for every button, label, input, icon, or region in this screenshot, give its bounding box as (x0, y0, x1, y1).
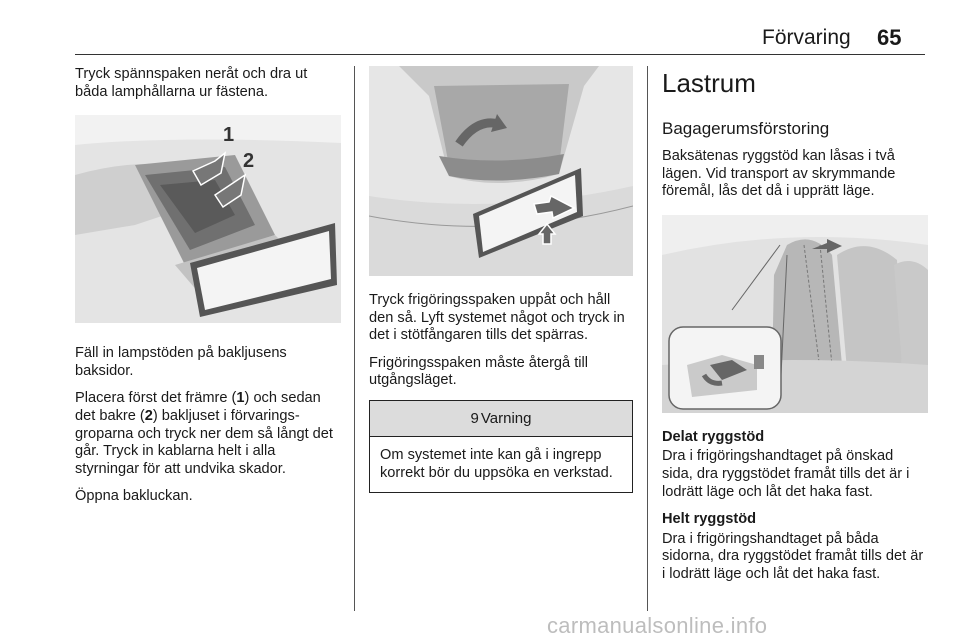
column-divider-1 (354, 66, 355, 611)
header-rule (75, 54, 925, 55)
paragraph-1: Fäll in lampstöden på bakljusens baksidor. (75, 345, 287, 379)
rear-seat-illustration (662, 215, 928, 413)
lamp-holder-illustration (75, 115, 341, 323)
watermark: carmanualsonline.info (547, 613, 768, 638)
release-lever-illustration (369, 66, 633, 276)
callout-label-1: 1 (223, 124, 235, 147)
paragraph-3: Öppna bakluckan. (75, 488, 193, 505)
callout-label-2: 2 (243, 150, 255, 173)
split-backrest-text: Dra i frigöringshandtaget på önskad sida, dra ryggstödet framåt tills det är i lodrätt läge och låt det haka fast. (662, 448, 910, 500)
paragraph-1: Tryck frigöringsspaken uppåt och håll den så. Lyft systemet något och tryck in det i stötfångaren tills det spärras. (369, 292, 625, 344)
full-backrest-text: Dra i frigöringshandtaget på båda sidorna, dra ryggstödet framåt tills det är i lodrätt läge och låt det haka fast. (662, 530, 924, 582)
column-1 (75, 66, 341, 516)
para2-post: ) bakljuset i förvaringsgroparna och tryck ner dem så långt det går. Tryck in kablarna helt i alla styrningar för att undvika skador. (75, 407, 333, 477)
section-title: Förvaring (762, 26, 851, 49)
intro-text: Baksätenas ryggstöd kan låsas i två lägen. Vid transport av skrymmande föremål, lås det då i upprätt läge. (662, 148, 896, 200)
warning-box (369, 400, 633, 493)
page-header (0, 14, 960, 54)
para2-mid: ) och sedan det bakre ( (75, 390, 321, 424)
subsection-heading: Bagagerumsförstoring (662, 119, 830, 138)
warning-icon: 9 (470, 409, 479, 427)
page-number: 65 (877, 25, 902, 50)
column-2 (369, 66, 633, 493)
full-backrest-title: Helt ryggstöd (662, 511, 757, 528)
section-heading: Lastrum (662, 68, 756, 98)
warning-title: Varning (480, 409, 532, 427)
column-divider-2 (647, 66, 648, 611)
para2-bold-1: 1 (236, 390, 245, 407)
para2-bold-2: 2 (144, 407, 153, 424)
warning-body: Om systemet inte kan gå i ingrepp korrekt bör du uppsöka en verkstad. (380, 446, 613, 481)
warning-header (370, 401, 632, 437)
figure-lamp-holders (75, 115, 341, 323)
figure-release-lever (369, 66, 633, 276)
split-backrest-title: Delat ryggstöd (662, 428, 765, 445)
paragraph-2 (75, 390, 341, 478)
figure-rear-seat (662, 215, 928, 413)
paragraph-2: Frigöringsspaken måste återgå till utgångsläget. (369, 354, 589, 389)
intro-text: Tryck spännspaken neråt och dra ut båda lamphållarna ur fästena. (75, 66, 308, 100)
column-3 (662, 66, 928, 594)
para2-pre: Placera först det främre ( (75, 390, 237, 407)
